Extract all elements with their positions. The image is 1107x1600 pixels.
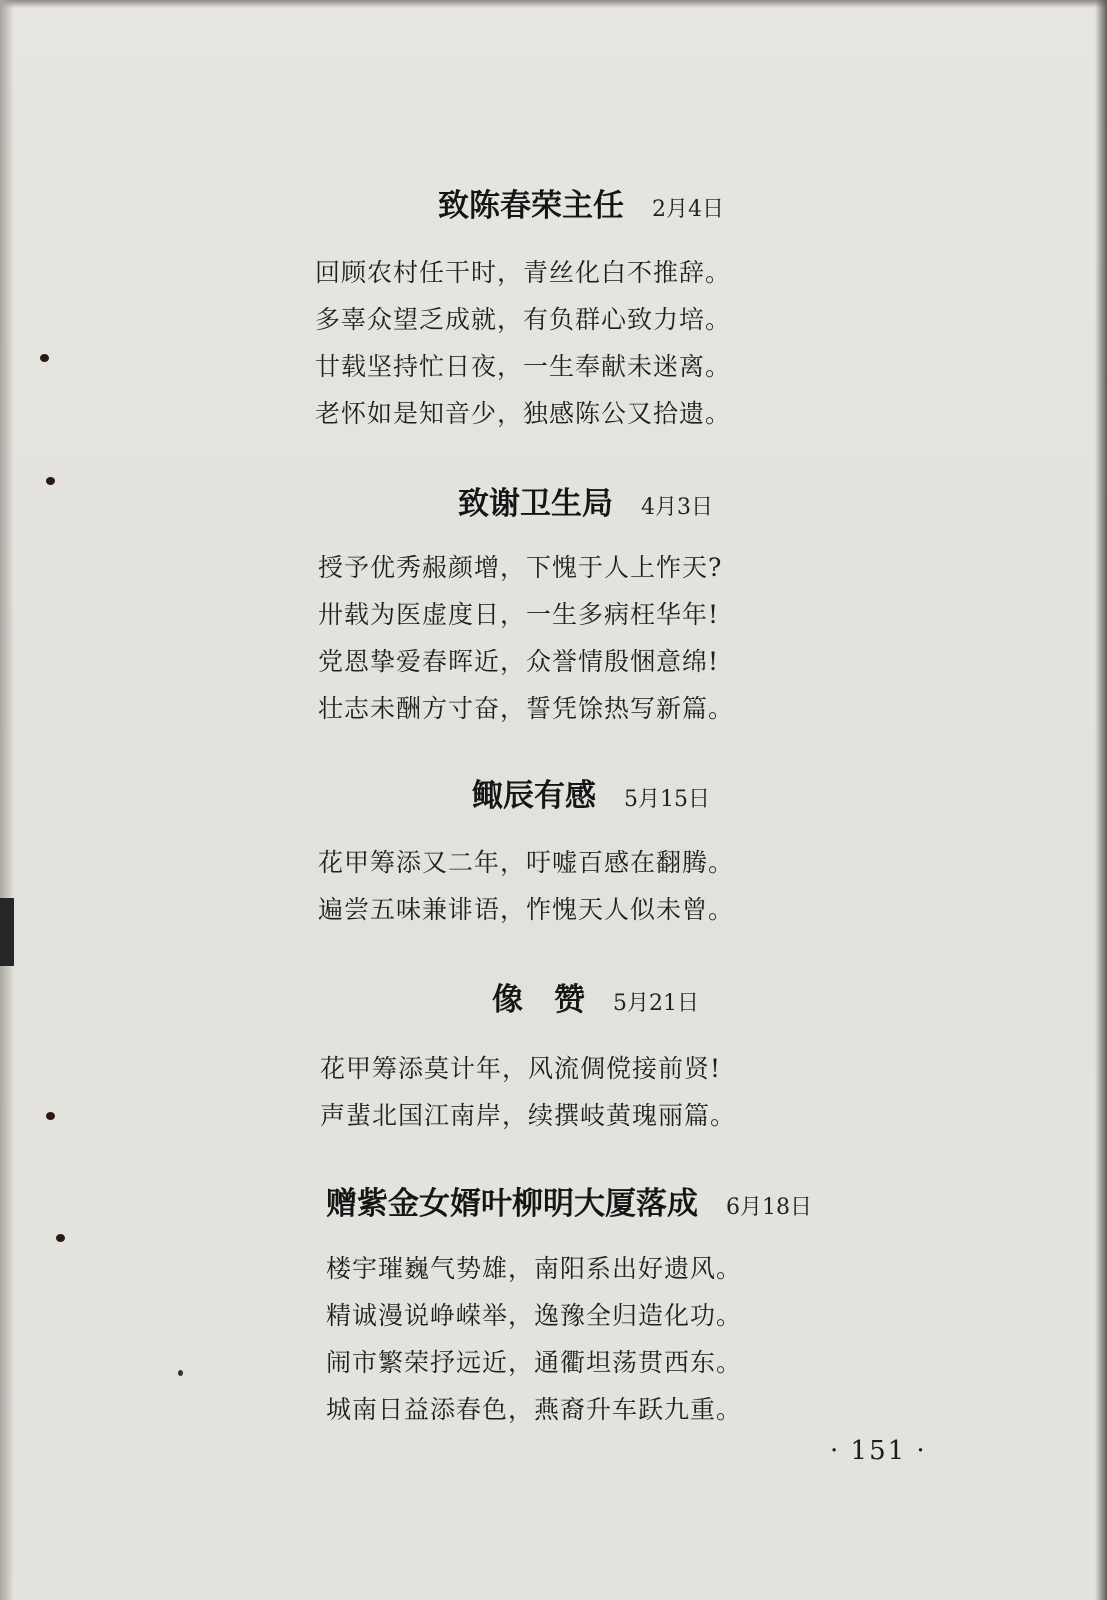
poem-date: 5月21日 [613, 991, 699, 1016]
verse-line: 壮志未酬方寸奋，誓凭馀热写新篇。 [318, 694, 735, 723]
poem-date: 6月18日 [726, 1195, 812, 1220]
verse-line: 城南日益添春色，燕裔升车跃九重。 [326, 1395, 743, 1424]
poem-title-text: 致谢卫生局 [458, 486, 613, 522]
verse-line: 老怀如是知音少，独感陈公又拾遗。 [315, 399, 732, 428]
poem-title-1 [438, 186, 724, 230]
poem-date: 2月4日 [652, 197, 724, 222]
binding-hole [56, 1234, 65, 1242]
poem-title-text: 赠紫金女婿叶柳明大厦落成 [326, 1186, 698, 1222]
binding-tab [0, 898, 14, 966]
verse-line: 回顾农村任干时，青丝化白不推辞。 [315, 258, 732, 287]
poem-title-2 [458, 484, 713, 528]
verse-line: 授予优秀赧颜增，下愧于人上怍天? [318, 553, 723, 582]
verse-line: 声蜚北国江南岸，续撰岐黄瑰丽篇。 [320, 1101, 737, 1130]
verse-line: 党恩挚爱春晖近，众誉情殷悃意绵! [318, 647, 720, 676]
page-left-edge [0, 0, 14, 1600]
poem-title-text: 致陈春荣主任 [438, 188, 624, 224]
verse-line: 花甲筹添莫计年，风流倜傥接前贤! [320, 1054, 722, 1083]
verse-line: 花甲筹添又二年，吁嘘百感在翻腾。 [318, 848, 735, 877]
binding-hole [46, 477, 55, 485]
binding-hole [46, 1112, 55, 1120]
poem-title-5 [326, 1184, 812, 1228]
verse-line: 多辜众望乏成就，有负群心致力培。 [315, 305, 732, 334]
poem-date: 5月15日 [624, 787, 710, 812]
page-number: · 151 · [830, 1436, 927, 1466]
verse-line: 遍尝五味兼诽语，怍愧天人似未曾。 [318, 895, 735, 924]
poem-title-text: 像 赞 [492, 982, 585, 1018]
page-right-edge [1095, 0, 1107, 1600]
poem-title-text: 鲰辰有感 [472, 778, 596, 814]
poem-title-3 [472, 776, 710, 820]
verse-line: 楼宇璀巍气势雄，南阳系出好遗风。 [326, 1254, 743, 1283]
poem-date: 4月3日 [641, 495, 713, 520]
verse-line: 闹市繁荣抒远近，通衢坦荡贯西东。 [326, 1348, 743, 1377]
page-top-edge [0, 0, 1107, 8]
poem-title-4 [492, 980, 699, 1024]
paper-speck [178, 1370, 183, 1376]
verse-line: 卅载为医虚度日，一生多病枉华年! [318, 600, 720, 629]
verse-line: 廿载坚持忙日夜，一生奉献未迷离。 [315, 352, 732, 381]
binding-hole [40, 354, 49, 362]
verse-line: 精诚漫说峥嵘举，逸豫全归造化功。 [326, 1301, 743, 1330]
